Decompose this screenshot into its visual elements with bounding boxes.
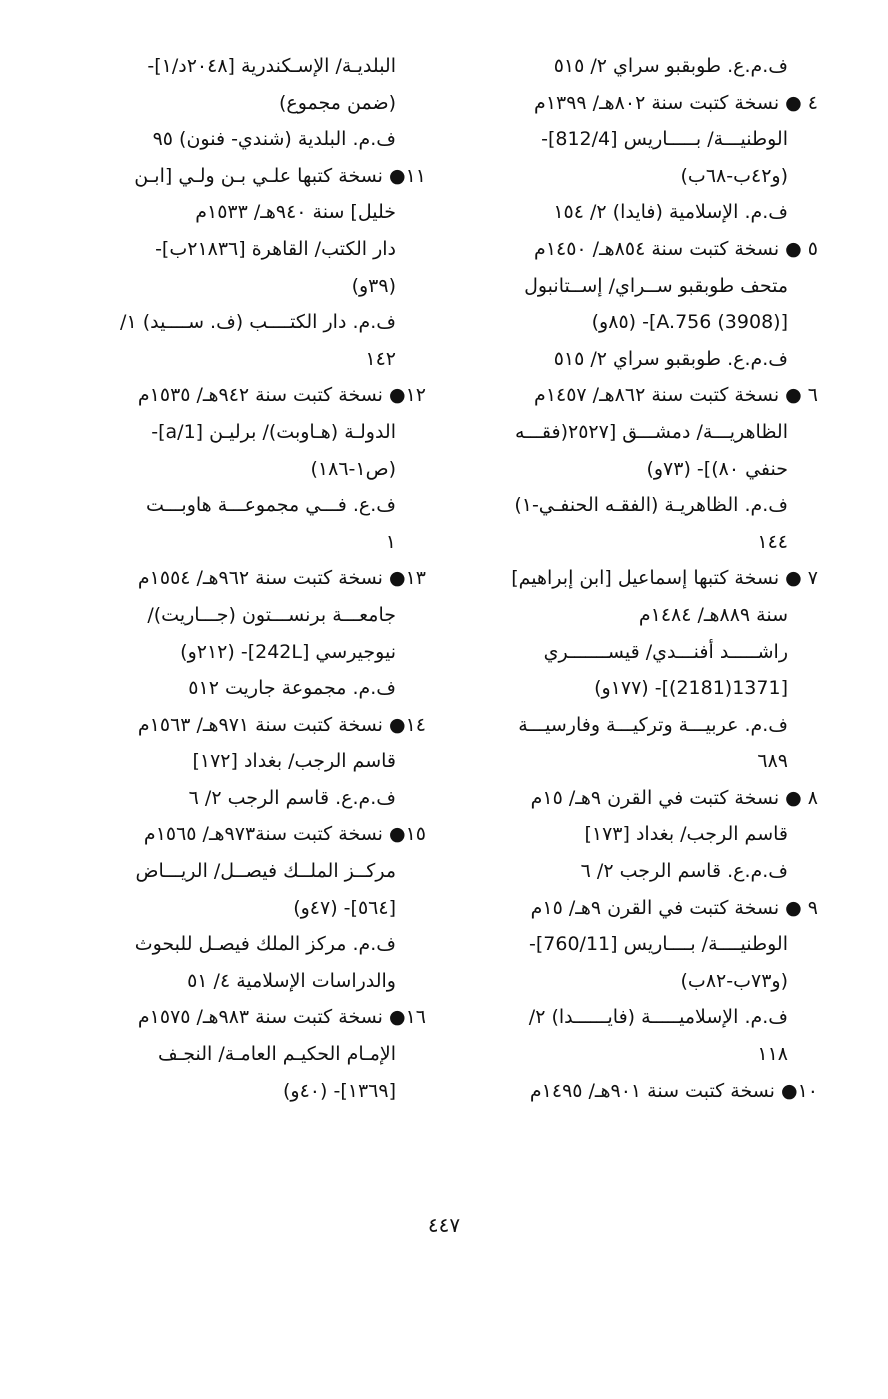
right-column-line: ٦ ● نسخة كتبت سنة ٨٦٢هـ/ ١٤٥٧م	[534, 384, 818, 407]
right-column-line: راشـــــد أفنـــدي/ قيســـــــري	[543, 640, 788, 663]
right-column-line: ف.م. الظاهريـة (الفقـه الحنفـي-١)	[514, 494, 788, 517]
left-column-line: ١٣● نسخة كتبت سنة ٩٦٢هـ/ ١٥٥٤م	[137, 567, 426, 590]
right-column-line: ٧ ● نسخة كتبها إسماعيل [ابن إبراهيم]	[511, 567, 818, 590]
left-column-line: مركــز الملــك فيصــل/ الريـــاض	[135, 860, 396, 883]
left-column-line: [٥٦٤]- (٤٧و)	[293, 896, 396, 919]
left-column-line: ١١● نسخة كتبها علـي بـن ولـي [ابـن	[134, 164, 426, 187]
left-column-line: ف.م. دار الكتــــب (ف. ســــيد) ١/	[120, 311, 396, 334]
left-column-line: ١٤● نسخة كتبت سنة ٩٧١هـ/ ١٥٦٣م	[137, 713, 426, 736]
right-column-line: حنفي ٨٠)]- (٧٣و)	[646, 457, 788, 480]
right-column-line: ف.م. الإسلامية (فايدا) ٢/ ١٥٤	[553, 201, 788, 224]
left-column-line: ف.م. مجموعة جاريت ٥١٢	[188, 677, 396, 700]
left-column-line: ١٤٢	[365, 347, 396, 370]
right-column-line: الظاهريـــة/ دمشـــق [٢٥٢٧(فقـــه	[515, 420, 788, 443]
left-column	[66, 48, 426, 1109]
left-column-line: الإمـام الحكيـم العامـة/ النجـف	[158, 1043, 396, 1066]
right-column-line: ف.م.ع. قاسم الرجب ٢/ ٦	[580, 860, 788, 883]
right-column-line: ٥ ● نسخة كتبت سنة ٨٥٤هـ/ ١٤٥٠م	[534, 237, 818, 260]
right-column-line: ف.م. الإسلاميـــــة (فايــــــدا) ٢/	[528, 1006, 788, 1029]
right-column-line: (و٤٢ب-٦٨ب)	[680, 164, 788, 187]
right-column-line: [1371(2181)]- (١٧٧و)	[594, 677, 788, 700]
right-column-line: متحف طوبقبو ســراي/ إســتانبول	[524, 274, 788, 297]
right-column-line: ٦٨٩	[757, 750, 788, 773]
right-column-line: ف.م. عربيـــة وتركيـــة وفارسيـــة	[518, 713, 788, 736]
page-number: ٤٤٧	[427, 1213, 461, 1237]
right-column-line: ١٤٤	[757, 530, 788, 553]
left-column-line: [١٣٦٩]- (٤٠و)	[283, 1079, 396, 1102]
left-column-line: دار الكتب/ القاهرة [٢١٨٣٦ب]-	[155, 237, 396, 260]
left-column-line: (ضمن مجموع)	[278, 91, 396, 114]
left-column-line: ف.ع. فـــي مجموعـــة هاوبـــت	[146, 494, 396, 517]
right-column-line: الوطنيــــة/ بــــاريس [760/11]-	[529, 933, 788, 956]
left-column-line: ف.م. البلدية (شندي- فنون) ٩٥	[152, 128, 396, 151]
right-column-line: ١٠● نسخة كتبت سنة ٩٠١هـ/ ١٤٩٥م	[529, 1079, 818, 1102]
left-column-line: (٣٩و)	[351, 274, 396, 297]
left-column-line: ١٥● نسخة كتبت سنة٩٧٣هـ/ ١٥٦٥م	[143, 823, 426, 846]
left-column-line: البلديـة/ الإسـكندرية [٢٠٤٨د/١]-	[147, 55, 396, 77]
left-column-line: ف.م. مركز الملك فيصـل للبحوث	[134, 933, 396, 956]
right-column-line: ف.م.ع. طوبقبو سراي ٢/ ٥١٥	[553, 55, 788, 77]
right-column-line: ١١٨	[757, 1043, 788, 1066]
right-column-line: سنة ٨٨٩هـ/ ١٤٨٤م	[638, 603, 788, 626]
left-column-line: قاسم الرجب/ بغداد [١٧٢]	[192, 750, 396, 773]
right-column-line: ف.م.ع. طوبقبو سراي ٢/ ٥١٥	[553, 347, 788, 370]
left-column-line: ١٦● نسخة كتبت سنة ٩٨٣هـ/ ١٥٧٥م	[137, 1006, 426, 1029]
left-column-line: ف.م.ع. قاسم الرجب ٢/ ٦	[188, 786, 396, 809]
right-column-line: [A.756 (3908)]- (٨٥و)	[591, 311, 788, 334]
left-column-line: خليل] سنة ٩٤٠هـ/ ١٥٣٣م	[195, 201, 396, 224]
right-column-line: الوطنيـــة/ بـــــاريس [812/4]-	[541, 128, 788, 151]
right-column-line: قاسم الرجب/ بغداد [١٧٣]	[584, 823, 788, 846]
left-column-line: نيوجيرسي [242L]- (٢١٢و)	[180, 640, 396, 663]
left-column-line: ١٢● نسخة كتبت سنة ٩٤٢هـ/ ١٥٣٥م	[137, 384, 426, 407]
right-column-line: ٨ ● نسخة كتبت في القرن ٩هـ/ ١٥م	[530, 786, 818, 809]
left-column-line: ١	[385, 530, 396, 553]
left-column-line: الدولـة (هـاوبت)/ برليـن [1/a]-	[151, 420, 396, 443]
left-column-line: (ص١-١٨٦)	[310, 457, 396, 480]
left-column-line: والدراسات الإسلامية ٤/ ٥١	[187, 969, 396, 992]
right-column-line: ٩ ● نسخة كتبت في القرن ٩هـ/ ١٥م	[530, 896, 818, 919]
left-column-line: جامعـــة برنســـتون (جـــاريت)/	[147, 603, 396, 626]
right-column-line: ٤ ● نسخة كتبت سنة ٨٠٢هـ/ ١٣٩٩م	[534, 91, 818, 114]
right-column	[458, 48, 818, 1109]
right-column-line: (و٧٣ب-٨٢ب)	[680, 969, 788, 992]
